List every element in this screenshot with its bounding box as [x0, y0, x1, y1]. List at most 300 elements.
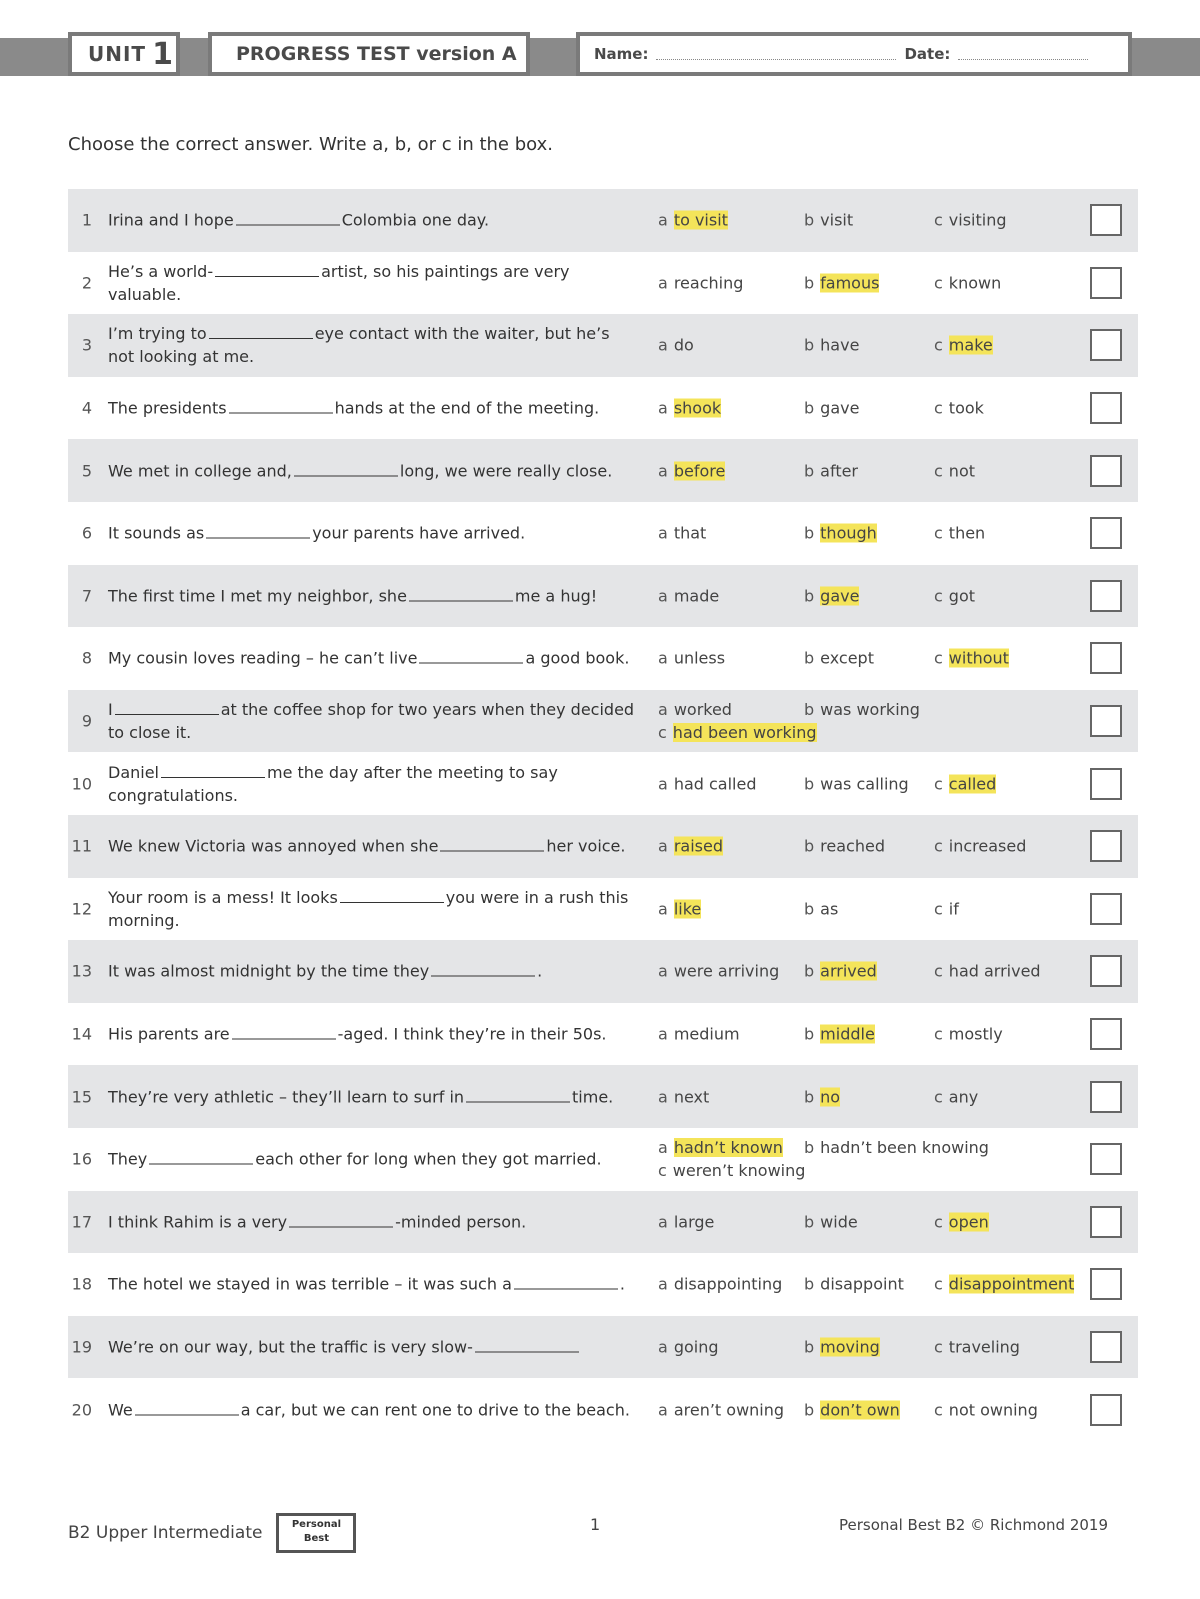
- option-text: visit: [820, 210, 854, 230]
- question-text-pre: My cousin loves reading – he can’t live: [108, 648, 418, 668]
- option-text: reaching: [673, 273, 744, 293]
- answer-blank: [229, 399, 333, 414]
- option-letter: a: [658, 210, 668, 230]
- option-c[interactable]: [934, 1398, 1038, 1421]
- option-a[interactable]: [658, 835, 723, 858]
- question-text-post: her voice.: [546, 836, 626, 856]
- option-letter: b: [804, 273, 815, 293]
- option-text: famous: [820, 273, 880, 293]
- option-a[interactable]: [658, 397, 721, 420]
- personal-best-logo: Personal Best: [276, 1513, 356, 1553]
- option-letter: a: [658, 398, 668, 418]
- answer-box[interactable]: [1090, 392, 1122, 424]
- option-c[interactable]: [658, 721, 817, 744]
- question-text: [108, 397, 638, 420]
- option-a[interactable]: [658, 584, 719, 607]
- question-text-post: me a hug!: [514, 586, 598, 606]
- question-number: 12: [71, 899, 92, 919]
- question-text-post: a good book.: [525, 648, 630, 668]
- question-number: 13: [71, 961, 92, 981]
- test-title-box: [208, 32, 530, 76]
- option-text: as: [820, 899, 839, 919]
- option-letter: b: [804, 1400, 815, 1420]
- option-letter: a: [658, 648, 668, 668]
- option-letter: b: [804, 1024, 815, 1044]
- option-text: don’t own: [820, 1400, 900, 1420]
- option-a[interactable]: [658, 1335, 719, 1358]
- question-text-post: -minded person.: [395, 1212, 527, 1232]
- option-text: worked: [673, 700, 732, 720]
- question-text: [108, 1398, 638, 1421]
- question-row: [68, 1316, 1138, 1379]
- question-text: [108, 522, 638, 545]
- options: [658, 584, 1098, 607]
- answer-box[interactable]: [1090, 830, 1122, 862]
- option-letter: c: [934, 1400, 943, 1420]
- question-text-post: you were in a rush this morning.: [108, 887, 629, 930]
- answer-box[interactable]: [1090, 1394, 1122, 1426]
- options: [658, 334, 1098, 357]
- question-row: [68, 1191, 1138, 1254]
- option-a[interactable]: [658, 459, 725, 482]
- option-a[interactable]: [658, 1136, 783, 1159]
- date-label: Date:: [904, 45, 951, 63]
- answer-box[interactable]: [1090, 580, 1122, 612]
- option-text: like: [673, 899, 702, 919]
- option-letter: a: [658, 700, 668, 720]
- question-text-pre: The presidents: [108, 398, 227, 418]
- question-text-pre: His parents are: [108, 1024, 230, 1044]
- option-c[interactable]: [934, 1023, 1003, 1046]
- question-text-pre: I’m trying to: [108, 324, 207, 344]
- answer-box[interactable]: [1090, 1081, 1122, 1113]
- question-number: 17: [71, 1212, 92, 1232]
- question-text-pre: I think Rahim is a very: [108, 1212, 288, 1232]
- option-text: open: [948, 1212, 989, 1232]
- question-text-post: each other for long when they got married.: [255, 1149, 602, 1169]
- option-letter: a: [658, 1024, 668, 1044]
- option-letter: b: [804, 1138, 815, 1158]
- option-letter: b: [804, 1087, 815, 1107]
- answer-box[interactable]: [1090, 768, 1122, 800]
- option-c[interactable]: [934, 459, 975, 482]
- answer-blank: [135, 1400, 239, 1415]
- question-text-post: your parents have arrived.: [312, 523, 526, 543]
- option-letter: c: [934, 1087, 943, 1107]
- option-c[interactable]: [934, 647, 1009, 670]
- option-c[interactable]: [934, 1335, 1020, 1358]
- option-text: going: [673, 1337, 719, 1357]
- option-text: make: [948, 335, 993, 355]
- option-letter: b: [804, 836, 815, 856]
- option-text: next: [673, 1087, 710, 1107]
- question-text-pre: We met in college and,: [108, 461, 292, 481]
- question-text-pre: It sounds as: [108, 523, 205, 543]
- question-number: 3: [81, 335, 92, 355]
- option-b[interactable]: [804, 698, 920, 721]
- option-a[interactable]: [658, 647, 725, 670]
- question-row: [68, 377, 1138, 440]
- option-text: though: [820, 523, 877, 543]
- question-text-pre: They’re very athletic – they’ll learn to surf in: [108, 1087, 465, 1107]
- option-c[interactable]: [934, 772, 996, 795]
- answer-box[interactable]: [1090, 1268, 1122, 1300]
- option-letter: c: [658, 723, 667, 743]
- answer-box[interactable]: [1090, 329, 1122, 361]
- option-letter: b: [804, 1274, 815, 1294]
- question-text: [108, 322, 638, 368]
- option-c[interactable]: [934, 271, 1001, 294]
- options: [658, 698, 1098, 744]
- option-text: wide: [820, 1212, 858, 1232]
- question-row: [68, 1128, 1138, 1191]
- option-letter: c: [934, 961, 943, 981]
- option-letter: a: [658, 1138, 668, 1158]
- option-letter: b: [804, 961, 815, 981]
- name-date-box: [576, 32, 1132, 76]
- question-number: 18: [71, 1274, 92, 1294]
- question-text-pre: I: [108, 700, 113, 720]
- option-text: if: [948, 899, 959, 919]
- option-b[interactable]: [804, 1210, 858, 1233]
- question-text-post: long, we were really close.: [399, 461, 613, 481]
- option-c[interactable]: [934, 209, 1007, 232]
- option-text: disappointment: [948, 1274, 1075, 1294]
- option-text: moving: [820, 1337, 880, 1357]
- option-text: not: [948, 461, 975, 481]
- answer-box[interactable]: [1090, 204, 1122, 236]
- option-letter: c: [934, 1274, 943, 1294]
- option-letter: a: [658, 961, 668, 981]
- answer-blank: [232, 1025, 336, 1040]
- option-b[interactable]: [804, 835, 885, 858]
- option-letter: c: [934, 586, 943, 606]
- answer-blank: [475, 1337, 579, 1352]
- question-row: [68, 439, 1138, 502]
- question-text-pre: Daniel: [108, 762, 159, 782]
- question-number: 11: [71, 836, 92, 856]
- question-text-post: .: [537, 961, 543, 981]
- option-letter: b: [804, 774, 815, 794]
- question-text-post: artist, so his paintings are very valuable.: [108, 261, 570, 304]
- option-letter: a: [658, 335, 668, 355]
- answer-box[interactable]: [1090, 517, 1122, 549]
- name-field[interactable]: [656, 49, 896, 60]
- option-text: unless: [673, 648, 726, 668]
- option-b[interactable]: [804, 459, 858, 482]
- question-text: [108, 260, 638, 306]
- option-a[interactable]: [658, 960, 779, 983]
- option-a[interactable]: [658, 897, 701, 920]
- question-number: 19: [71, 1337, 92, 1357]
- options: [658, 522, 1098, 545]
- option-b[interactable]: [804, 647, 874, 670]
- answer-box[interactable]: [1090, 1018, 1122, 1050]
- option-letter: b: [804, 899, 815, 919]
- option-letter: c: [934, 210, 943, 230]
- option-b[interactable]: [804, 1136, 989, 1159]
- option-a[interactable]: [658, 334, 694, 357]
- option-letter: a: [658, 1337, 668, 1357]
- options: [658, 1210, 1098, 1233]
- question-text: [108, 886, 638, 932]
- question-text: [108, 761, 638, 807]
- option-c[interactable]: [934, 397, 984, 420]
- option-a[interactable]: [658, 1398, 784, 1421]
- option-text: gave: [820, 398, 860, 418]
- answer-blank: [289, 1212, 393, 1227]
- question-text: [108, 1210, 638, 1233]
- option-b[interactable]: [804, 584, 859, 607]
- answer-box[interactable]: [1090, 642, 1122, 674]
- question-text: [108, 459, 638, 482]
- option-a[interactable]: [658, 522, 706, 545]
- option-text: have: [820, 335, 860, 355]
- option-text: hadn’t known: [673, 1138, 783, 1158]
- option-b[interactable]: [804, 897, 838, 920]
- option-letter: b: [804, 586, 815, 606]
- answer-box[interactable]: [1090, 1206, 1122, 1238]
- answer-box[interactable]: [1090, 955, 1122, 987]
- question-text: [108, 960, 638, 983]
- question-text: [108, 698, 638, 744]
- question-row: [68, 502, 1138, 565]
- option-c[interactable]: [934, 584, 975, 607]
- option-text: disappointing: [673, 1274, 783, 1294]
- question-row: [68, 1253, 1138, 1316]
- option-b[interactable]: [804, 772, 909, 795]
- level-label: B2 Upper Intermediate: [68, 1523, 263, 1543]
- options: [658, 1023, 1098, 1046]
- question-text-pre: It was almost midnight by the time they: [108, 961, 430, 981]
- question-row: [68, 1065, 1138, 1128]
- option-b[interactable]: [804, 1398, 900, 1421]
- question-table: [68, 189, 1138, 1441]
- answer-blank: [340, 888, 444, 903]
- answer-blank: [149, 1150, 253, 1165]
- option-a[interactable]: [658, 1210, 714, 1233]
- question-text-post: eye contact with the waiter, but he’s not looking at me.: [108, 324, 610, 367]
- answer-blank: [215, 262, 319, 277]
- question-row: [68, 627, 1138, 690]
- option-text: large: [673, 1212, 715, 1232]
- question-number: 2: [81, 273, 92, 293]
- option-text: disappoint: [820, 1274, 904, 1294]
- option-b[interactable]: [804, 271, 879, 294]
- option-letter: c: [934, 398, 943, 418]
- option-c[interactable]: [934, 897, 959, 920]
- copyright: Personal Best B2 © Richmond 2019: [839, 1516, 1108, 1534]
- option-letter: a: [658, 1400, 668, 1420]
- date-field[interactable]: [958, 49, 1088, 60]
- option-b[interactable]: [804, 1023, 875, 1046]
- option-b[interactable]: [804, 960, 877, 983]
- question-text: [108, 1273, 638, 1296]
- option-letter: c: [934, 461, 943, 481]
- option-letter: a: [658, 586, 668, 606]
- option-c[interactable]: [934, 960, 1041, 983]
- question-number: 16: [71, 1149, 92, 1169]
- option-letter: b: [804, 461, 815, 481]
- answer-box[interactable]: [1090, 1331, 1122, 1363]
- options: [658, 1085, 1098, 1108]
- question-text-pre: They: [108, 1149, 148, 1169]
- option-text: called: [948, 774, 997, 794]
- unit-number: 1: [152, 36, 174, 72]
- option-letter: b: [804, 335, 815, 355]
- option-letter: b: [804, 700, 815, 720]
- option-text: got: [948, 586, 976, 606]
- options: [658, 1136, 1098, 1182]
- option-text: any: [948, 1087, 979, 1107]
- answer-box[interactable]: [1090, 267, 1122, 299]
- footer-left: [68, 1513, 356, 1553]
- question-text: [108, 584, 638, 607]
- option-letter: b: [804, 398, 815, 418]
- question-text-pre: Irina and I hope: [108, 210, 234, 230]
- answer-box[interactable]: [1090, 1143, 1122, 1175]
- option-a[interactable]: [658, 209, 728, 232]
- question-row: [68, 878, 1138, 941]
- option-b[interactable]: [804, 334, 859, 357]
- option-a[interactable]: [658, 1085, 709, 1108]
- question-number: 15: [71, 1087, 92, 1107]
- question-row: [68, 252, 1138, 315]
- option-text: middle: [820, 1024, 875, 1044]
- answer-box[interactable]: [1090, 455, 1122, 487]
- answer-box[interactable]: [1090, 705, 1122, 737]
- question-text: [108, 1148, 638, 1171]
- question-number: 20: [71, 1400, 92, 1420]
- option-text: aren’t owning: [673, 1400, 785, 1420]
- options: [658, 1335, 1098, 1358]
- options: [658, 209, 1098, 232]
- answer-blank: [236, 211, 340, 226]
- question-number: 8: [81, 648, 92, 668]
- option-letter: c: [934, 523, 943, 543]
- option-c[interactable]: [934, 1085, 978, 1108]
- option-text: after: [820, 461, 859, 481]
- question-text-pre: The first time I met my neighbor, she: [108, 586, 407, 606]
- answer-blank: [294, 461, 398, 476]
- option-b[interactable]: [804, 397, 859, 420]
- option-c[interactable]: [658, 1159, 805, 1182]
- question-text-pre: The hotel we stayed in was terrible – it was such a: [108, 1274, 512, 1294]
- option-b[interactable]: [804, 1273, 904, 1296]
- question-text-post: a car, but we can rent one to drive to the beach.: [240, 1400, 630, 1420]
- option-letter: a: [658, 1087, 668, 1107]
- answer-blank: [115, 700, 219, 715]
- option-text: that: [673, 523, 707, 543]
- instructions: Choose the correct answer. Write a, b, or c in the box.: [68, 134, 553, 155]
- option-c[interactable]: [934, 522, 985, 545]
- question-text-post: time.: [572, 1087, 614, 1107]
- option-letter: b: [804, 523, 815, 543]
- option-c[interactable]: [934, 835, 1026, 858]
- option-c[interactable]: [934, 1273, 1074, 1296]
- question-text-post: -aged. I think they’re in their 50s.: [337, 1024, 607, 1044]
- question-text-post: Colombia one day.: [341, 210, 490, 230]
- answer-blank: [466, 1087, 570, 1102]
- option-text: arrived: [820, 961, 877, 981]
- option-text: no: [820, 1087, 841, 1107]
- option-letter: a: [658, 1274, 668, 1294]
- option-letter: b: [804, 1337, 815, 1357]
- option-b[interactable]: [804, 209, 853, 232]
- option-text: traveling: [948, 1337, 1020, 1357]
- option-text: had arrived: [948, 961, 1041, 981]
- option-text: visiting: [948, 210, 1007, 230]
- option-a[interactable]: [658, 698, 732, 721]
- answer-box[interactable]: [1090, 893, 1122, 925]
- option-c[interactable]: [934, 1210, 989, 1233]
- question-text: [108, 209, 638, 232]
- option-text: known: [948, 273, 1002, 293]
- options: [658, 835, 1098, 858]
- option-text: before: [673, 461, 726, 481]
- question-row: [68, 752, 1138, 815]
- options: [658, 772, 1098, 795]
- option-letter: a: [658, 461, 668, 481]
- question-text-post: at the coffee shop for two years when they decided to close it.: [108, 700, 635, 743]
- question-text-post: me the day after the meeting to say congratulations.: [108, 762, 558, 805]
- option-letter: c: [934, 1337, 943, 1357]
- option-c[interactable]: [934, 334, 993, 357]
- question-row: [68, 690, 1138, 753]
- option-text: then: [948, 523, 986, 543]
- options: [658, 1398, 1098, 1421]
- option-text: without: [948, 648, 1009, 668]
- question-number: 9: [81, 711, 92, 731]
- question-number: 6: [81, 523, 92, 543]
- option-b[interactable]: [804, 522, 877, 545]
- option-b[interactable]: [804, 1085, 840, 1108]
- option-text: to visit: [673, 210, 728, 230]
- option-letter: a: [658, 836, 668, 856]
- question-number: 5: [81, 461, 92, 481]
- option-a[interactable]: [658, 1273, 782, 1296]
- answer-blank: [206, 524, 310, 539]
- option-text: was calling: [820, 774, 909, 794]
- question-row: [68, 1003, 1138, 1066]
- question-number: 1: [81, 210, 92, 230]
- question-text: [108, 1085, 638, 1108]
- option-text: do: [673, 335, 694, 355]
- answer-blank: [409, 586, 513, 601]
- option-letter: b: [804, 648, 815, 668]
- question-number: 14: [71, 1024, 92, 1044]
- option-text: was working: [820, 700, 920, 720]
- option-a[interactable]: [658, 271, 743, 294]
- option-letter: c: [934, 335, 943, 355]
- name-label: Name:: [594, 45, 649, 63]
- question-row: [68, 314, 1138, 377]
- answer-blank: [209, 324, 313, 339]
- option-letter: a: [658, 899, 668, 919]
- question-text-pre: We’re on our way, but the traffic is very slow-: [108, 1337, 473, 1357]
- question-text-pre: He’s a world-: [108, 261, 214, 281]
- question-row: [68, 940, 1138, 1003]
- option-a[interactable]: [658, 1023, 740, 1046]
- answer-blank: [514, 1275, 618, 1290]
- option-b[interactable]: [804, 1335, 880, 1358]
- question-row: [68, 565, 1138, 628]
- option-letter: c: [934, 774, 943, 794]
- option-a[interactable]: [658, 772, 757, 795]
- question-text: [108, 835, 638, 858]
- option-letter: c: [934, 1024, 943, 1044]
- question-text-post: hands at the end of the meeting.: [334, 398, 600, 418]
